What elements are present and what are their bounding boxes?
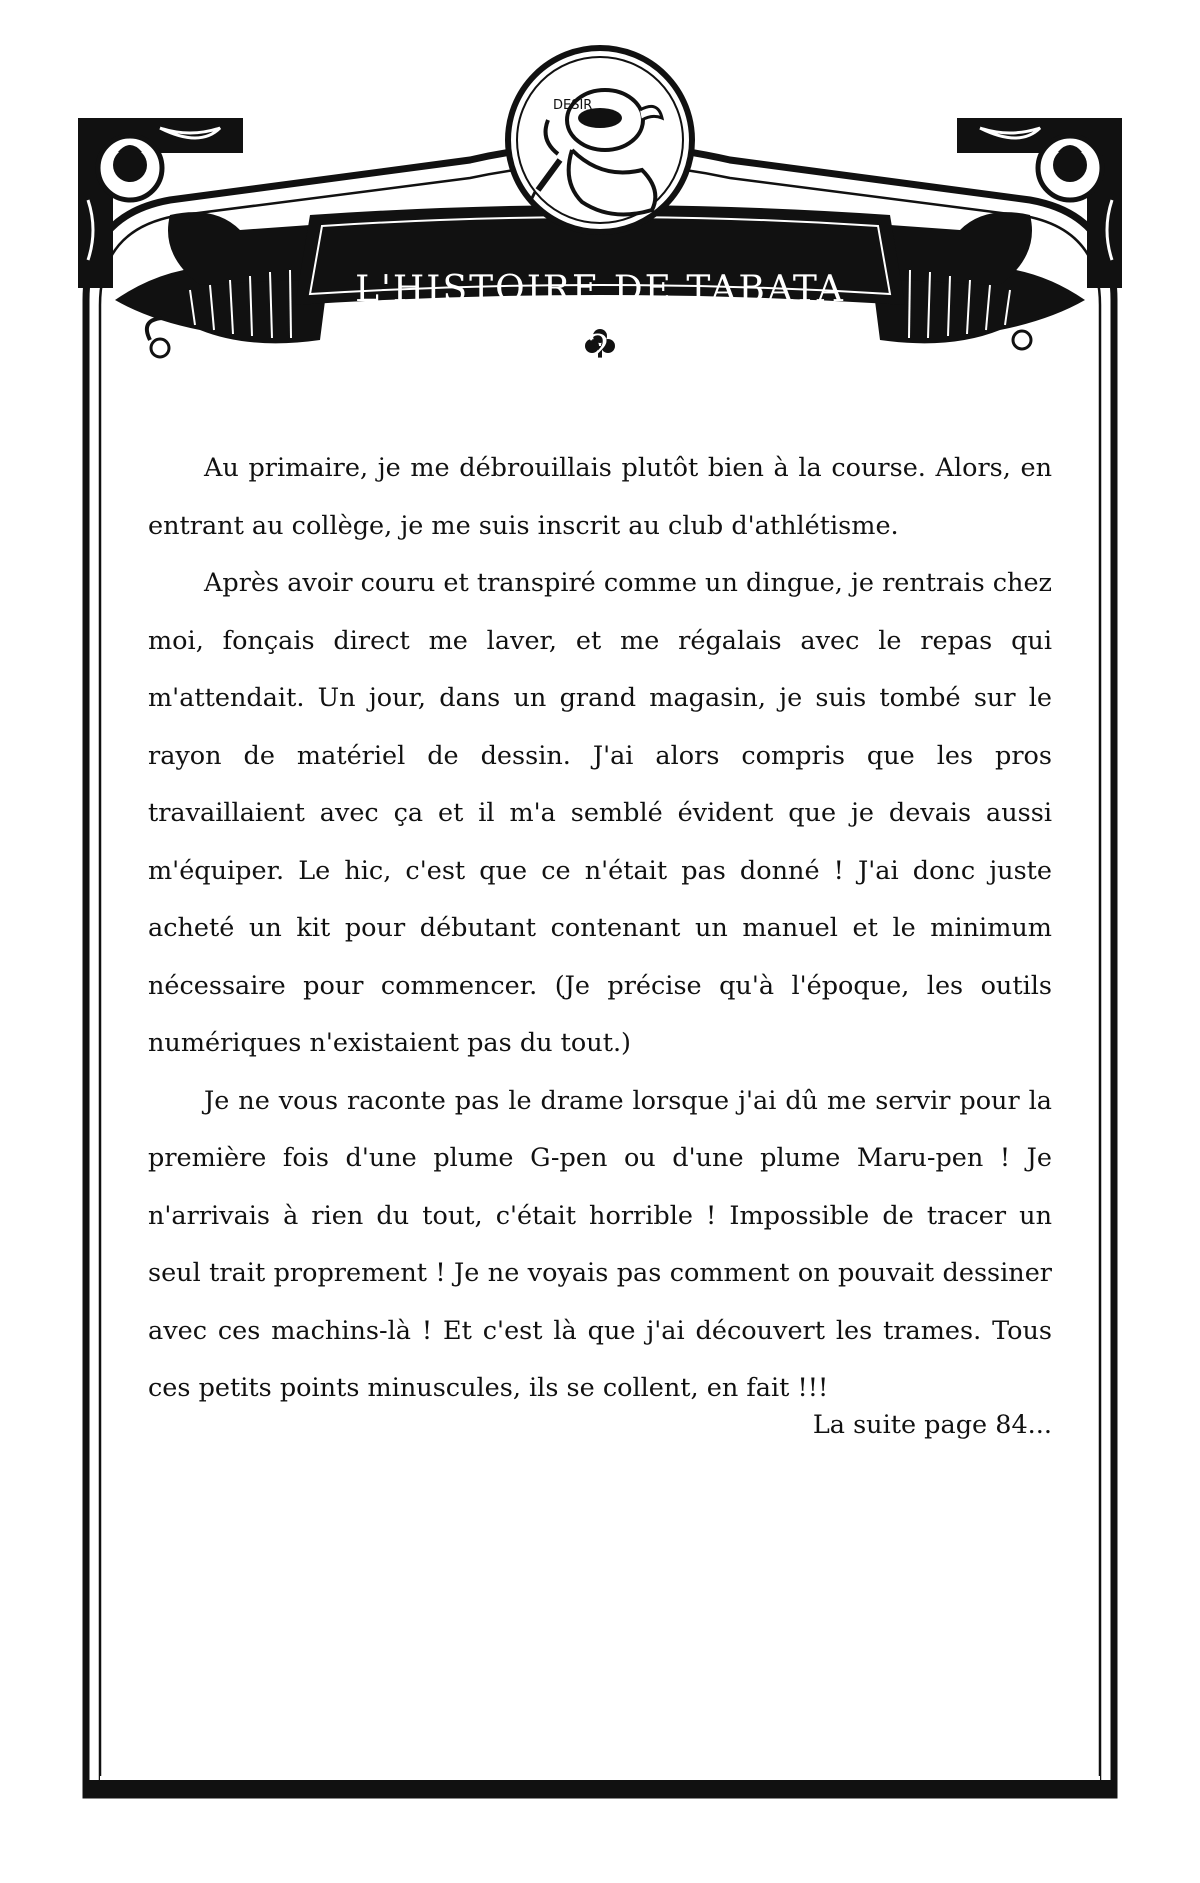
paragraph-2: Après avoir couru et transpiré comme un dingue, je rentrais chez moi, fonçais direct me laver, et me régalais avec le repas qui m'attendait. Un jour, dans un grand magasin, je suis tombé sur le rayon de matériel de dessin. J'ai alors compris que les pros travaillaient avec ça et il m'a semblé évident que je devais aussi m'équiper. Le hic, c'est que ce n'était pas donné ! J'ai donc juste acheté un kit pour débutant contenant un manuel et le minimum nécessaire pour commencer. (Je précise qu'à l'époque, les outils numériques n'existaient pas du tout.): [148, 568, 1052, 1058]
medallion-signature: DESIR: [553, 98, 593, 113]
page-title: L'HISTOIRE DE TABATA 2: [355, 269, 845, 371]
body-text: [148, 440, 1052, 1418]
duck-medallion: [508, 48, 692, 232]
paragraph-3: Je ne vous raconte pas le drame lorsque j'ai dû me servir pour la première fois d'une plume G-pen ou d'une plume Maru-pen ! Je n'arrivais à rien du tout, c'était horrible ! Impossible de tracer un seul trait proprement ! Je ne voyais pas comment on pouvait dessiner avec ces machins-là ! Et c'est là que j'ai découvert les trames. Tous ces petits points minuscules, ils se collent, en fait !!!: [148, 1085, 1052, 1403]
paragraph-1: Au primaire, je me débrouillais plutôt bien à la course. Alors, en entrant au collège, je me suis inscrit au club d'athlétisme.: [148, 453, 1052, 541]
continued-note: La suite page 84...: [812, 1410, 1052, 1440]
